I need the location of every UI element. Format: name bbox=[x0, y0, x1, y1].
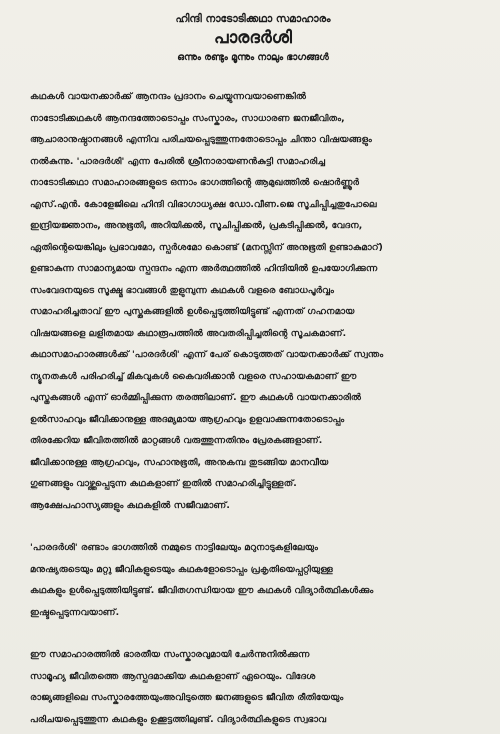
text-line: ഉണ്ടാകുന്ന സാമാന്യമായ സ്പന്ദനം എന്ന അർത്ഥത്തിൽ ഹിന്ദിയിൽ ഉപയോഗിക്കുന്ന bbox=[30, 263, 378, 274]
text-line: എസ്.എൻ. കോളേജിലെ ഹിന്ദി വിഭാഗാധ്യക്ഷ ഡോ.വീണ.ജെ സൂചിപ്പിച്ചതുപോലെ bbox=[30, 198, 377, 210]
paragraph-2 bbox=[30, 537, 476, 623]
text-line: ഗുണങ്ങളും വാഴ്ത്തപ്പെടുന്ന കഥകളാണ് ഇതിൽ സമാഹരിച്ചിട്ടുള്ളത്. bbox=[30, 478, 297, 489]
book-title: പാരദർശി bbox=[214, 28, 292, 48]
text-line: ന്യൂനതകൾ പരിഹരിച്ച് മികവുകൾ കൈവരിക്കാൻ വളരെ സഹായകമാണ് ഈ bbox=[30, 370, 357, 382]
text-line: രാജ്യങ്ങളിലെ സംസ്കാരത്തേയുംഅവിടുത്തെ ജനങ്ങളുടെ ജീവിത രീതിയേയും bbox=[30, 692, 344, 703]
series-supertitle: ഹിന്ദി നാടോടിക്കഥാ സമാഹാരം bbox=[175, 13, 331, 25]
text-line: ഏതിന്റെയെങ്കിലും പ്രഭാവമോ, സ്പർശമോ കൊണ്ട് (മനസ്സിന് അനുഭൂതി ഉണ്ടാകുമാറ്) bbox=[30, 241, 383, 253]
text-line: ആചാരാനുഷ്ഠാനങ്ങൾ എന്നിവ പരിചയപ്പെടുത്തുന്നതോടൊപ്പം ചിന്താ വിഷയങ്ങളും bbox=[30, 134, 372, 145]
text-line: കഥകളും ഉൾപ്പെടുത്തിയിട്ടുണ്ട്. ജീവിതഗന്ധിയായ ഈ കഥകൾ വിദ്യാർത്ഥികൾക്കും bbox=[30, 585, 374, 596]
text-line: നൽകുന്നു. 'പാരദർശി' എന്ന പേരിൽ ശ്രീനാരായണൻകുട്ടി സമാഹരിച്ച bbox=[30, 155, 326, 167]
text-line: നാടോടിക്കഥകൾ ആനന്ദത്തോടൊപ്പം സംസ്കാരം, സാധാരണ ജനജീവിതം, bbox=[30, 112, 345, 124]
volumes-subtitle: ഒന്നും രണ്ടും മൂന്നും നാലും ഭാഗങ്ങൾ bbox=[177, 52, 329, 63]
text-line: സംവേദനയുടെ സൂക്ഷ്മ ഭാവങ്ങൾ തുളുമ്പുന്ന കഥകൾ വളരെ ബോധപൂർവ്വം bbox=[30, 284, 334, 296]
text-line: പുസ്തകങ്ങൾ എന്ന് ഓർമ്മിപ്പിക്കുന്ന തരത്തിലാണ്. ഈ കഥകൾ വായനക്കാരിൽ bbox=[30, 392, 362, 403]
text-line: ഈ സമാഹാരത്തിൽ ഭാരതീയ സംസ്കാരവുമായി ചേർന്നുനിൽക്കുന്ന bbox=[30, 649, 310, 660]
text-line: തിരക്കേറിയ ജീവിതത്തിൽ മാറ്റങ്ങൾ വരുത്തുന്നതിനും പ്രേരകങ്ങളാണ്. bbox=[30, 435, 323, 446]
text-line: നാടോടിക്കഥാ സമാഹാരങ്ങളുടെ ഒന്നാം ഭാഗത്തിന്റെ ആമുഖത്തിൽ ഷൊർണ്ണൂർ bbox=[30, 177, 360, 188]
text-line: ഇന്ദ്രിയജ്ഞാനം, അനുഭൂതി, അറിയിക്കൽ, സൂചിപ്പിക്കൽ, പ്രകടിപ്പിക്കൽ, വേദന, bbox=[30, 220, 363, 231]
text-line: പരിചയപ്പെടുത്തുന്ന കഥകളും ഉക്കൂട്ടത്തിലുണ്ട്. വിദ്യാർത്ഥികളുടെ സ്വഭാവ bbox=[30, 713, 327, 725]
text-line: 'പാരദർശി' രണ്ടാം ഭാഗത്തിൽ നമ്മുടെ നാട്ടിലേയും മറുനാടുകളിലേയും bbox=[30, 542, 318, 553]
text-line: സമാഹരിച്ചതാവ് ഈ പുസ്തകങ്ങളിൽ ഉൾപ്പെടുത്തിയിട്ടുണ്ട് എന്നത് ഗഹനമായ bbox=[30, 306, 355, 317]
paragraph-3 bbox=[30, 644, 476, 730]
text-line: ജീവിക്കാനുള്ള ആഗ്രഹവും, സഹാനുഭൂതി, അനുകമ്പ തുടങ്ങിയ മാനവീയ bbox=[30, 456, 329, 468]
text-line: ഉൽസാഹവും ജീവിക്കാനുള്ള അദമ്യമായ ആഗ്രഹവും ഉളവാക്കുന്നതോടൊപ്പം bbox=[30, 413, 345, 425]
text-line: വിഷയങ്ങളെ ലളിതമായ കഥാരൂപത്തിൽ അവതരിപ്പിച്ചതിന്റെ സൂചകമാണ്. bbox=[30, 327, 347, 339]
text-line: ആക്ഷേപഹാസ്യങ്ങളും കഥകളിൽ സജീവമാണ്. bbox=[30, 499, 230, 511]
text-line: ഇഷ്ടപ്പെടുന്നവയാണ്. bbox=[30, 606, 120, 618]
document-header bbox=[30, 12, 476, 64]
document-body bbox=[30, 86, 476, 730]
paragraph-1 bbox=[30, 86, 476, 516]
text-line: മനുഷ്യരുടെയും മറ്റു ജീവികളുടെയും കഥകളോടൊപ്പം പ്രകൃതിയെപ്പറ്റിയുള്ള bbox=[30, 563, 333, 575]
text-line: കഥാസമാഹാരങ്ങൾക്ക് 'പാരദർശി' എന്ന് പേര് കൊടുത്തത് വായനക്കാർക്ക് സ്വന്തം bbox=[30, 349, 384, 360]
text-line: കഥകൾ വായനക്കാർക്ക് ആനന്ദം പ്രദാനം ചെയ്യുന്നവയാണെങ്കിൽ bbox=[30, 91, 307, 102]
text-line: സാമൂഹ്യ ജീവിതത്തെ ആസ്പദമാക്കിയ കഥകളാണ് ഏറെയും. വിദേശ bbox=[30, 670, 316, 682]
